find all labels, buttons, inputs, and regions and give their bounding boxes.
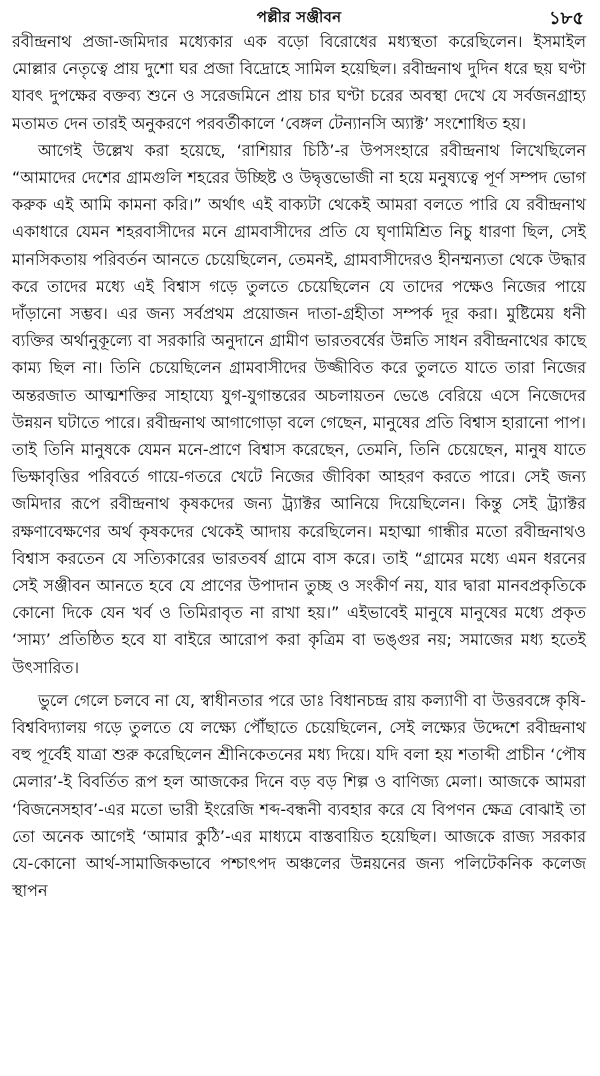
paragraph-2: আগেই উল্লেখ করা হয়েছে, ‘রাশিয়ার চিঠি’-র উপসংহারে রবীন্দ্রনাথ লিখেছিলেন “আমাদের দেশের গ্রামগুলি শহরের উচ্ছিষ্ট ও উদ্বৃত্তভোজী না হয়ে মনুষ্যত্বে পূর্ণ সম্পদ ভোগ করুক এই আমি কামনা করি।” অর্থাৎ এই বাক্যটা থেকেই আমরা বলতে পারি যে রবীন্দ্রনাথ একাধারে যেমন শহরবাসীদের মনে গ্রামবাসীদের প্রতি যে ঘৃণামিশ্রিত নিচু ধারণা ছিল, সেই মানসিকতায় পরিবর্তন আনতে চেয়েছিলেন, তেমনই, গ্রামবাসীদেরও হীনম্মন্যতা থেকে উদ্ধার করে তাদের মধ্যে এই বিশ্বাস গড়ে তুলতে চেয়েছিলেন যে তাদের পক্ষেও নিজের পায়ে দাঁড়ানো সম্ভব। এর জন্য সর্বপ্রথম প্রয়োজন দাতা-গ্রহীতা সম্পর্ক দূর করা। মুষ্টিমেয় ধনী ব্যক্তির অর্থানুকূল্যে বা সরকারি অনুদানে গ্রামীণ ভারতবর্ষের উন্নতি সাধন রবীন্দ্রনাথের কাছে কাম্য ছিল না। তিনি চেয়েছিলেন গ্রামবাসীদের উজ্জীবিত করে তুলতে যাতে তারা নিজের অন্তরজাত আত্মশক্তির সাহায্যে যুগ-যুগান্তরের অচলায়তন ভেঙে বেরিয়ে এসে নিজেদের উন্নয়ন ঘটাতে পারে। রবীন্দ্রনাথ আগাগোড়া বলে গেছেন, মানুষের প্রতি বিশ্বাস হারানো পাপ। তাই তিনি মানুষকে যেমন মনে-প্রাণে বিশ্বাস করেছেন, তেমনি, তিনি চেয়েছেন, মানুষ যাতে ভিক্ষাবৃত্তির পরিবর্তে গায়ে-গতরে খেটে নিজের জীবিকা আহরণ করতে পারে। সেই জন্য জমিদার রূপে রবীন্দ্রনাথ কৃষকদের জন্য ট্র্যাক্টর আনিয়ে দিয়েছিলেন। কিন্তু সেই ট্র্যাক্টর রক্ষণাবেক্ষণের অর্থ কৃষকদের থেকেই আদায় করেছিলেন। মহাত্মা গান্ধীর মতো রবীন্দ্রনাথও বিশ্বাস করতেন যে সত্যিকারের ভারতবর্ষ গ্রামে বাস করে। তাই “গ্রামের মধ্যে এমন ধরনের সেই সঞ্জীবন আনতে হবে যে প্রাণের উপাদান তুচ্ছ ও সংকীর্ণ নয়, যার দ্বারা মানবপ্রকৃতিকে কোনো দিকে যেন খর্ব ও তিমিরাবৃত না রাখা হয়।” এইভাবেই মানুষে মানুষের মধ্যে প্রকৃত ‘সাম্য’ প্রতিষ্ঠিত হবে যা বাইরে আরোপ করা কৃত্রিম বা ভঙ্গুর নয়; সমাজের মধ্য হতেই উৎসারিত। <box>12 140 586 677</box>
page-number: ১৮৫ <box>548 8 584 29</box>
running-head <box>12 6 586 28</box>
paragraph-3: ভুলে গেলে চলবে না যে, স্বাধীনতার পরে ডাঃ বিধানচন্দ্র রায় কল্যাণী বা উত্তরবঙ্গে কৃষি-বিশ্ববিদ্যালয় গড়ে তুলতে যে লক্ষ্যে পৌঁছাতে চেয়েছিলেন, সেই লক্ষ্যের উদ্দেশে রবীন্দ্রনাথ বহু পূর্বেই যাত্রা শুরু করেছিলেন শ্রীনিকেতনের মধ্য দিয়ে। যদি বলা হয় শতাব্দী প্রাচীন ‘পৌষ মেলার’-ই বিবর্তিত রূপ হল আজকের দিনে বড় বড় শিল্প ও বাণিজ্য মেলা। আজকে আমরা ‘বিজনেসহাব’-এর মতো ভারী ইংরেজি শব্দ-বন্ধনী ব্যবহার করে যে বিপণন ক্ষেত্র বোঝাই তা তো অনেক আগেই ‘আমার কুঠি’-এর মাধ্যমে বাস্তবায়িত হয়েছিল। আজকে রাজ্য সরকার যে-কোনো আর্থ-সামাজিকভাবে পশ্চাৎপদ অঞ্চলের উন্নয়নের জন্য পলিটেকনিক কলেজ স্থাপন <box>12 690 586 901</box>
paragraph-1: রবীন্দ্রনাথ প্রজা-জমিদার মধ্যেকার এক বড়ো বিরোধের মধ্যস্থতা করেছিলেন। ইসমাইল মোল্লার নেতৃত্বে প্রায় দুশো ঘর প্রজা বিদ্রোহে সামিল হয়েছিল। রবীন্দ্রনাথ দুদিন ধরে ছয় ঘণ্টা যাবৎ দুপক্ষের বক্তব্য শুনে ও সরেজমিনে প্রায় চার ঘণ্টা চরের অবস্থা দেখে যে সর্বজনগ্রাহ্য মতামত দেন তারই অনুকরণে পরবর্তীকালে ‘বেঙ্গল টেন্যানসি অ্যাক্ট’ সংশোধিত হয়। <box>12 32 586 133</box>
running-title: পল্লীর সঞ্জীবন <box>256 8 342 26</box>
body-text <box>12 28 586 905</box>
